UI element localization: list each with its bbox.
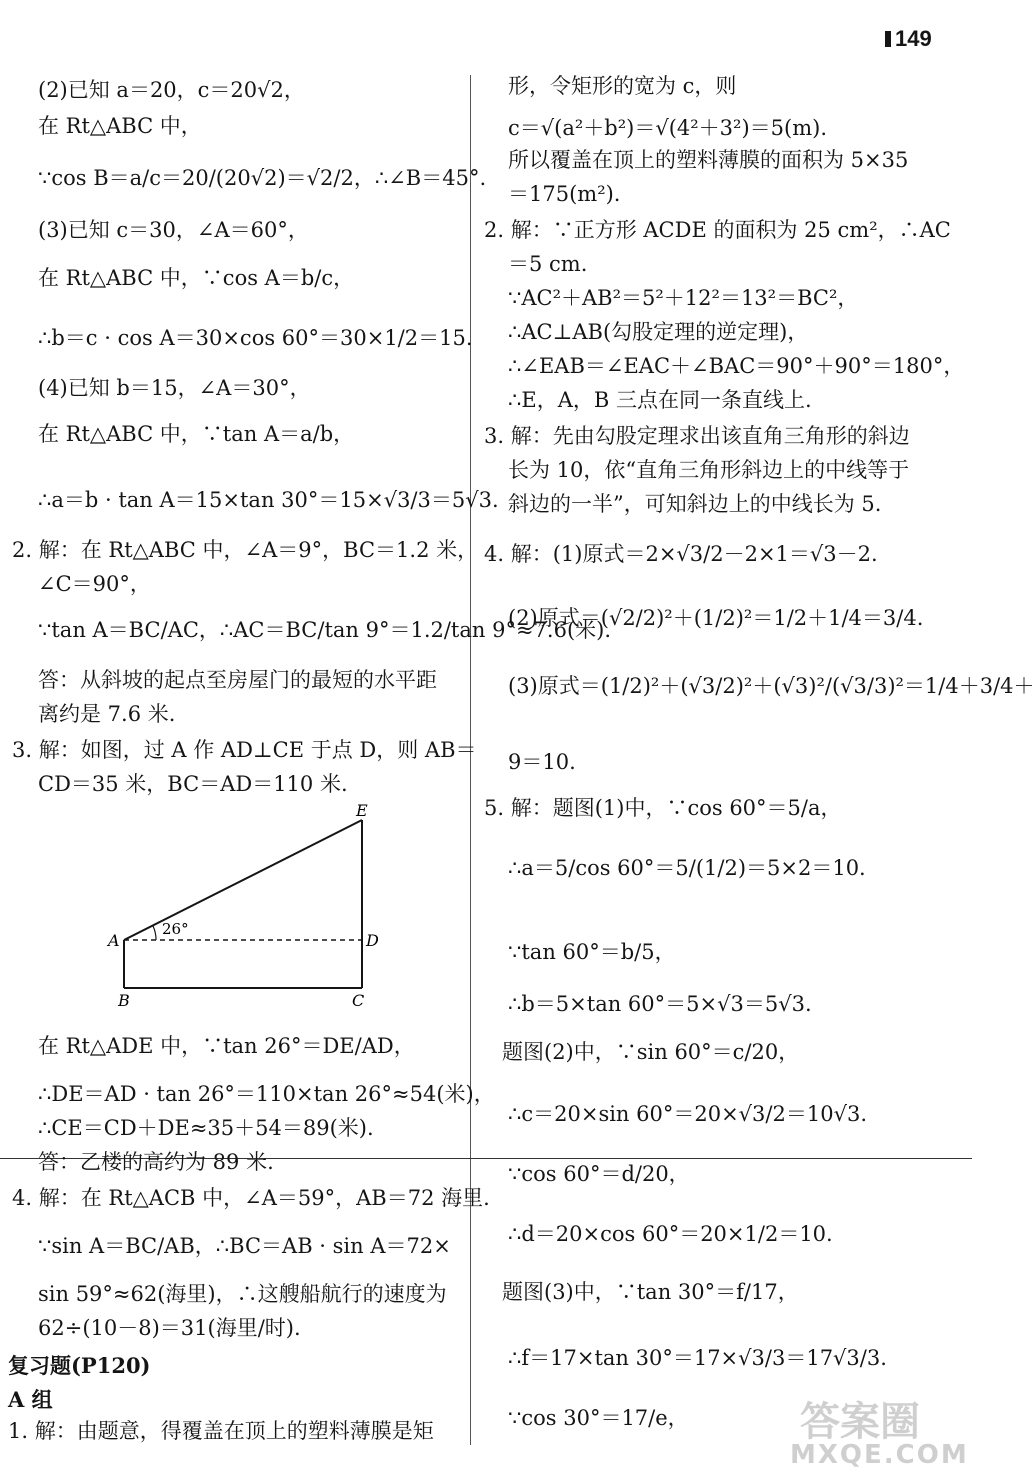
right-line: (3)原式＝(1/2)²＋(√3/2)²＋(√3)²/(√3/3)²＝1/4＋3/4＋: [508, 674, 1035, 698]
left-line: ∵sin A＝BC/AB，∴BC＝AB · sin A＝72×: [38, 1234, 451, 1258]
right-line: ＝5 cm.: [508, 252, 588, 276]
left-line: ∴DE＝AD · tan 26°＝110×tan 26°≈54(米)，: [38, 1082, 495, 1106]
page-number: 149: [885, 26, 932, 52]
line-AE: [124, 820, 362, 940]
left-line: ∵tan A＝BC/AC，∴AC＝BC/tan 9°＝1.2/tan 9°≈7.6(米).: [38, 618, 612, 642]
right-line: 4. 解：(1)原式＝2×√3/2－2×1＝√3－2.: [484, 542, 878, 566]
right-line: ＝175(m²).: [508, 182, 621, 206]
right-line: 5. 解：题图(1)中，∵cos 60°＝5/a，: [484, 796, 842, 820]
left-line: 离约是 7.6 米.: [38, 702, 176, 726]
angle-arc: [153, 926, 156, 940]
right-line: ∴∠EAB＝∠EAC＋∠BAC＝90°＋90°＝180°，: [508, 354, 965, 378]
right-line: 题图(3)中，∵tan 30°＝f/17，: [502, 1280, 799, 1304]
left-line: 在 Rt△ABC 中，: [38, 114, 202, 138]
left-line: 62÷(10－8)＝31(海里/时).: [38, 1316, 301, 1340]
right-line: ∴AC⊥AB(勾股定理的逆定理)，: [508, 320, 809, 344]
right-line: ∵AC²＋AB²＝5²＋12²＝13²＝BC²，: [508, 286, 859, 310]
left-line: ∴b＝c · cos A＝30×cos 60°＝30×1/2＝15.: [38, 326, 473, 350]
watermark-url: MXQE.COM: [790, 1440, 969, 1470]
right-line: ∴b＝5×tan 60°＝5×√3＝5√3.: [508, 992, 812, 1016]
right-line: 所以覆盖在顶上的塑料薄膜的面积为 5×35: [508, 148, 909, 172]
right-line: ∴E，A，B 三点在同一条直线上.: [508, 388, 812, 412]
angle-label: 26°: [162, 920, 189, 938]
right-line: ∵tan 60°＝b/5，: [508, 940, 676, 964]
label-A: A: [108, 931, 120, 950]
left-line: ∵cos B＝a/c＝20/(20√2)＝√2/2，∴∠B＝45°.: [38, 166, 487, 190]
left-line: ∴CE＝CD＋DE≈35＋54＝89(米).: [38, 1116, 374, 1140]
right-line: c＝√(a²＋b²)＝√(4²＋3²)＝5(m).: [508, 116, 827, 140]
left-line: 复习题(P120): [8, 1353, 151, 1378]
left-line: A 组: [8, 1387, 53, 1412]
right-line: ∴a＝5/cos 60°＝5/(1/2)＝5×2＝10.: [508, 856, 866, 880]
right-line: 2. 解：∵正方形 ACDE 的面积为 25 cm²，∴AC: [484, 218, 951, 242]
left-line: 答：从斜坡的起点至房屋门的最短的水平距: [38, 668, 437, 692]
right-line: ∴c＝20×sin 60°＝20×√3/2＝10√3.: [508, 1102, 867, 1126]
right-line: ∴f＝17×tan 30°＝17×√3/3＝17√3/3.: [508, 1346, 887, 1370]
left-line: 在 Rt△ADE 中，∵tan 26°＝DE/AD，: [38, 1034, 415, 1058]
geometry-figure: [100, 800, 400, 1010]
right-line: 斜边的一半”，可知斜边上的中线长为 5.: [508, 492, 882, 516]
left-line: 答：乙楼的高约为 89 米.: [38, 1150, 274, 1174]
left-line: 1. 解：由题意，得覆盖在顶上的塑料薄膜是矩: [8, 1419, 434, 1443]
right-line: (2)原式＝(√2/2)²＋(1/2)²＝1/2＋1/4＝3/4.: [508, 606, 924, 630]
right-line: 题图(2)中，∵sin 60°＝c/20，: [502, 1040, 800, 1064]
left-line: sin 59°≈62(海里)，∴这艘船航行的速度为: [38, 1282, 447, 1306]
left-line: (2)已知 a＝20，c＝20√2，: [38, 78, 305, 102]
label-E: E: [356, 801, 368, 820]
left-line: CD＝35 米，BC＝AD＝110 米.: [38, 772, 348, 796]
right-line: ∵cos 30°＝17/e，: [508, 1406, 689, 1430]
left-line: ∴a＝b · tan A＝15×tan 30°＝15×√3/3＝5√3.: [38, 488, 499, 512]
label-B: B: [118, 991, 130, 1010]
left-line: (4)已知 b＝15，∠A＝30°，: [38, 376, 311, 400]
left-line: 2. 解：在 Rt△ABC 中，∠A＝9°，BC＝1.2 米，: [12, 538, 479, 562]
label-D: D: [366, 931, 379, 950]
right-line: ∴d＝20×cos 60°＝20×1/2＝10.: [508, 1222, 833, 1246]
left-line: (3)已知 c＝30，∠A＝60°，: [38, 218, 309, 242]
right-line: 形，令矩形的宽为 c，则: [508, 74, 737, 98]
left-line: 在 Rt△ABC 中，∵cos A＝b/c，: [38, 266, 355, 290]
right-line: ∵cos 60°＝d/20，: [508, 1162, 690, 1186]
right-line: 3. 解：先由勾股定理求出该直角三角形的斜边: [484, 424, 910, 448]
left-line: 在 Rt△ABC 中，∵tan A＝a/b，: [38, 422, 355, 446]
label-C: C: [352, 991, 365, 1010]
right-line: 9＝10.: [508, 750, 576, 774]
left-line: 3. 解：如图，过 A 作 AD⊥CE 于点 D，则 AB＝: [12, 738, 477, 762]
watermark-logo: 答案圈: [800, 1399, 920, 1445]
left-line: ∠C＝90°，: [38, 572, 151, 596]
left-line: 4. 解：在 Rt△ACB 中，∠A＝59°，AB＝72 海里.: [12, 1186, 490, 1210]
right-line: 长为 10，依“直角三角形斜边上的中线等于: [508, 458, 910, 482]
